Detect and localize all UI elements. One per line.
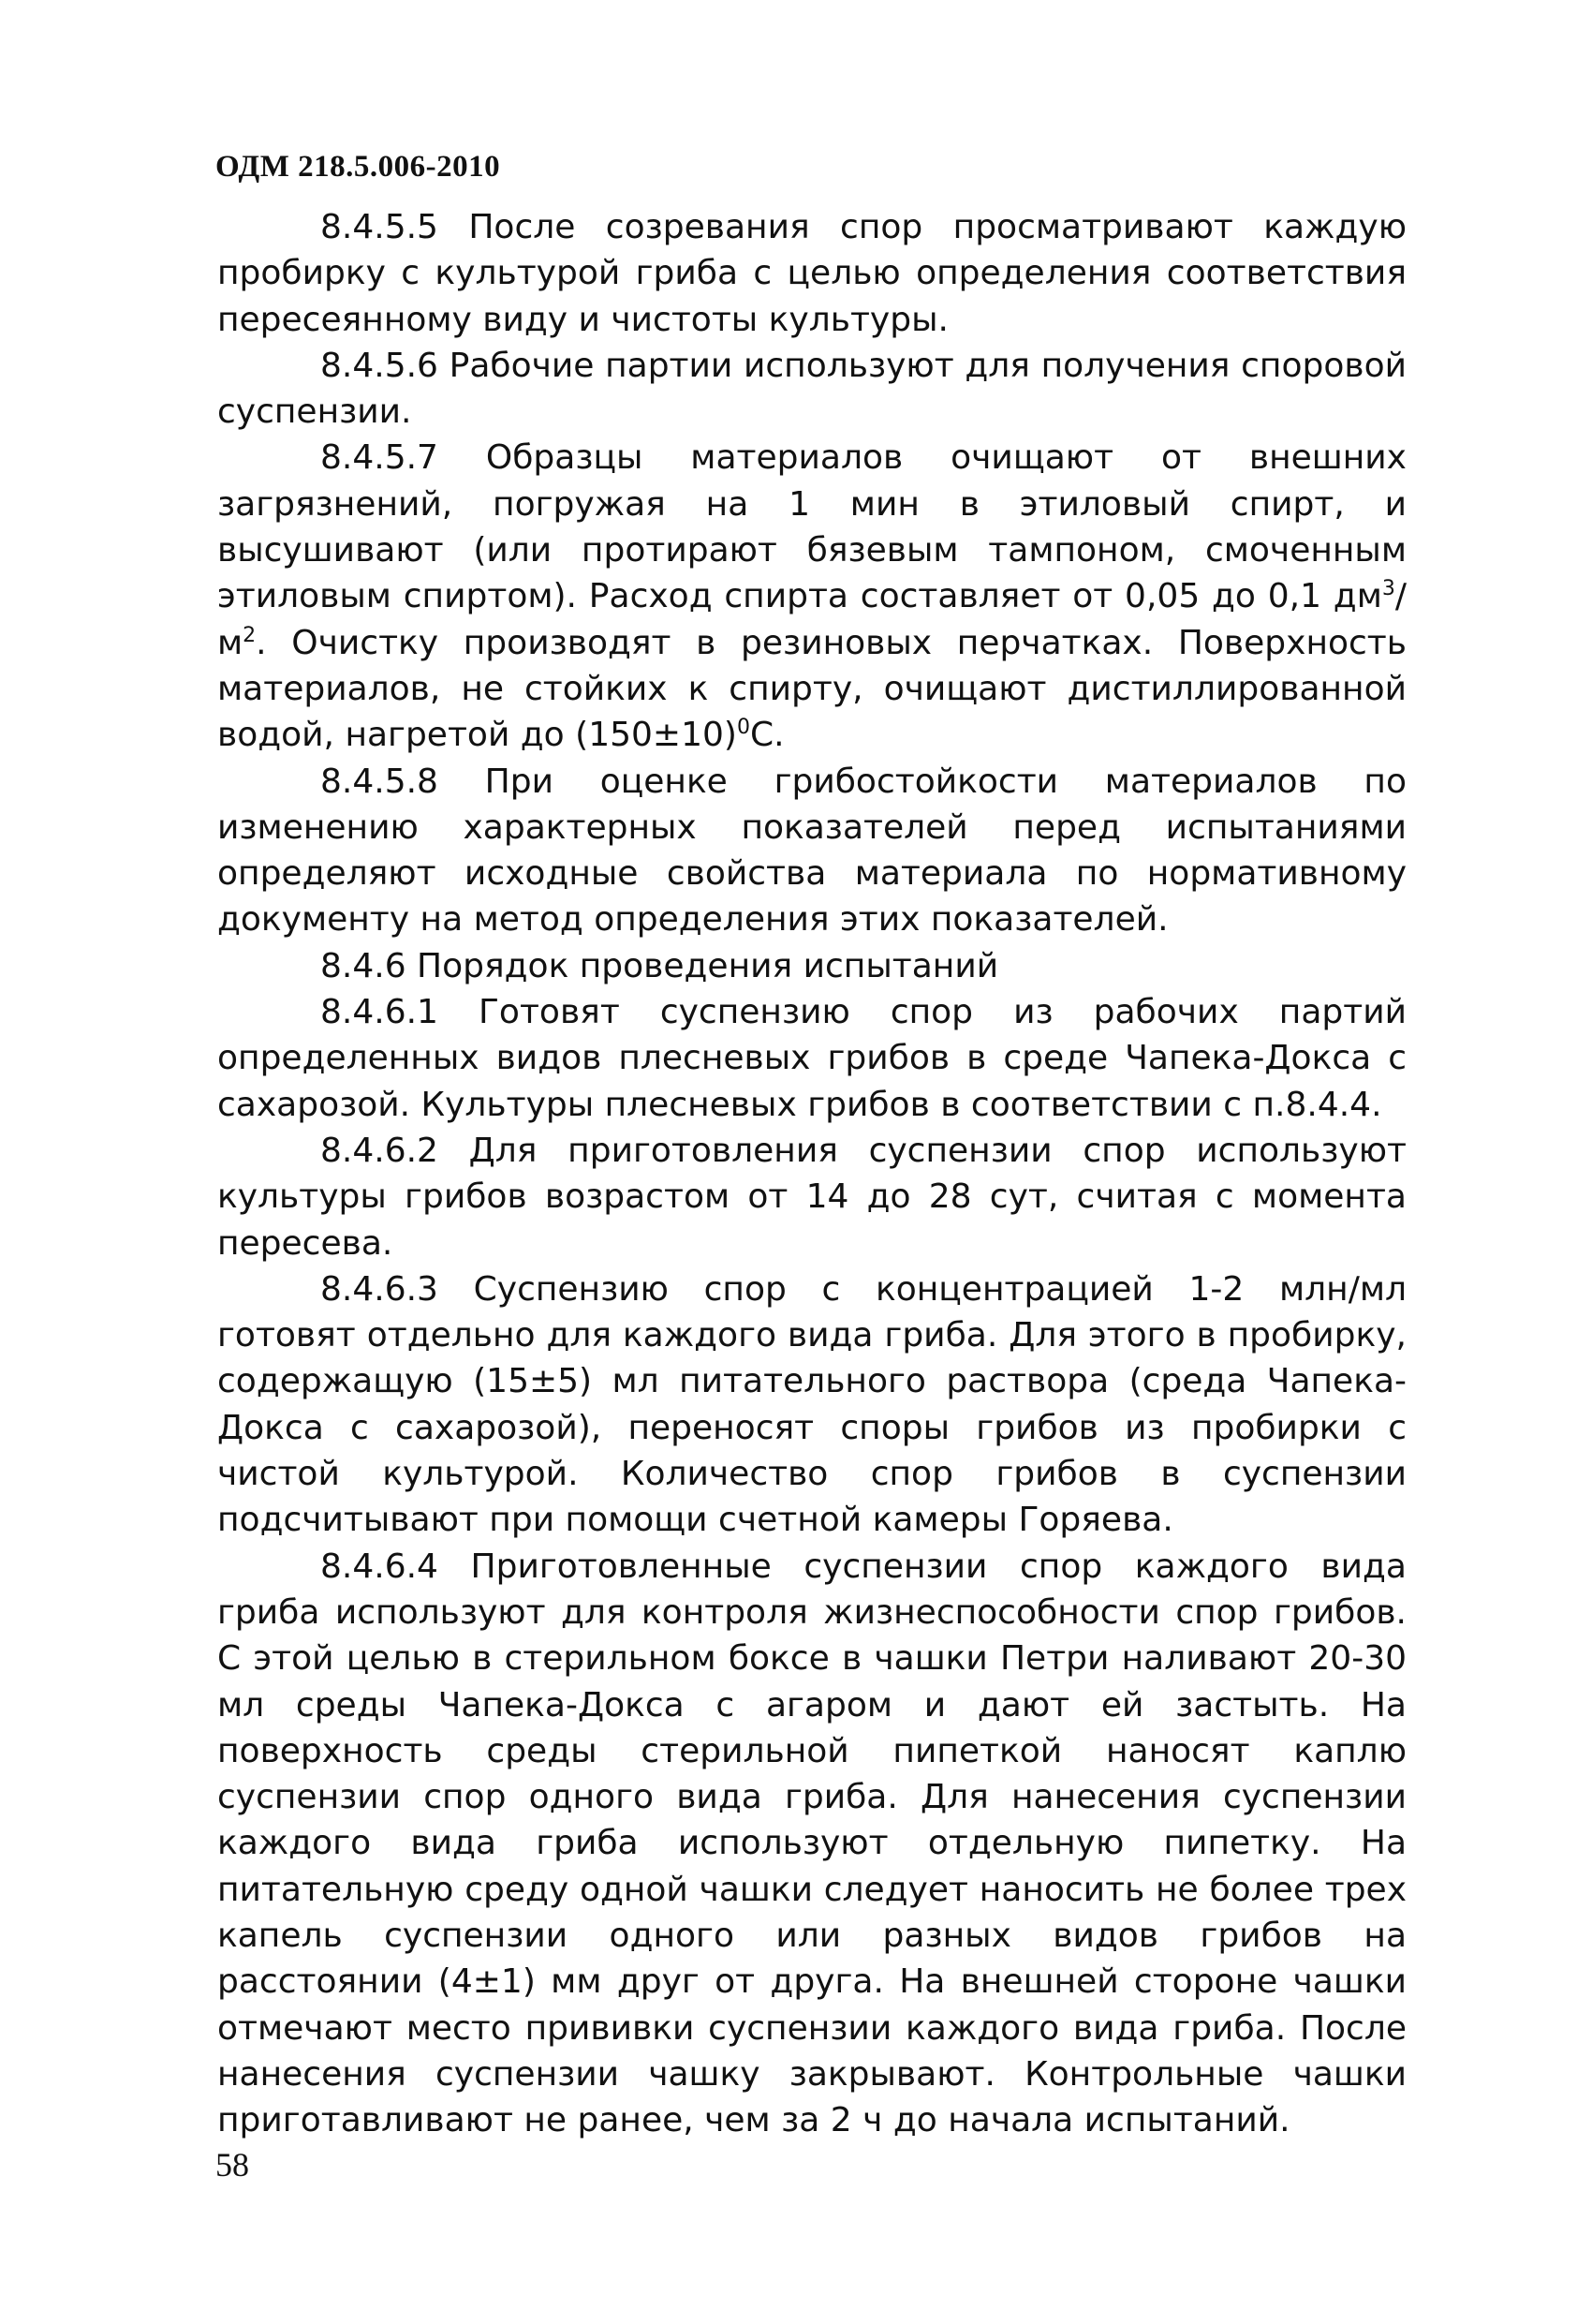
paragraph-8-4-6-1: 8.4.6.1 Готовят суспензию спор из рабочих партий определенных видов плесневых грибов в среде Чапека-Докса с сахарозой. Культуры плесневых грибов в соответствии с п.8.4.4. [217, 993, 1407, 1124]
paragraph-8-4-5-5: 8.4.5.5 После созревания спор просматривают каждую пробирку с культурой гриба с целью определения соответствия пересеянному виду и чистоты культуры. [217, 208, 1407, 339]
paragraph-8-4-6-2: 8.4.6.2 Для приготовления суспензии спор используют культуры грибов возрастом от 14 до 28 сут, считая с момента пересева. [217, 1131, 1407, 1263]
superscript-degree: 0 [736, 716, 750, 740]
section-heading-8-4-6: 8.4.6 Порядок проведения испытаний [320, 946, 999, 985]
document-code-header: ОДМ 218.5.006-2010 [215, 150, 501, 184]
paragraph-8-4-5-7 [217, 435, 1407, 758]
paragraph-8-4-6-3: 8.4.6.3 Суспензию спор с концентрацией 1-2 млн/мл готовят отдельно для каждого вида гриба. Для этого в пробирку, содержащую (15±5) мл питательного раствора (среда Чапека-Докса с сахарозой), переносят споры грибов из пробирки с чистой культурой. Количество спор грибов в суспензии подсчитывают при помощи счетной камеры Горяева. [217, 1269, 1407, 1540]
paragraph-8-4-5-6: 8.4.5.6 Рабочие партии используют для получения споровой суспензии. [217, 346, 1407, 432]
paragraph-8-4-5-7-part-d: С. [749, 716, 785, 755]
paragraph-8-4-5-7-part-b: /м [217, 577, 1407, 662]
page-number: 58 [215, 2146, 249, 2183]
superscript-cubic: 3 [1381, 577, 1395, 601]
paragraph-8-4-5-8: 8.4.5.8 При оценке грибостойкости материалов по изменению характерных показателей перед испытаниями определяют исходные свойства материала по нормативному документу на метод определения этих показателей. [217, 762, 1407, 940]
superscript-square: 2 [243, 623, 257, 647]
paragraph-8-4-5-7-part-c: . Очистку производят в резиновых перчатках. Поверхность материалов, не стойких к спирту, очищают дистиллированной водой, нагретой до (150±10) [217, 623, 1407, 755]
document-body [217, 204, 1407, 2143]
paragraph-8-4-5-7-part-a: 8.4.5.7 Образцы материалов очищают от внешних загрязнений, погружая на 1 мин в этиловый спирт, и высушивают (или протирают бязевым тампоном, смоченным этиловым спиртом). Расход спирта составляет от 0,05 до 0,1 дм [217, 438, 1407, 616]
paragraph-8-4-6-4: 8.4.6.4 Приготовленные суспензии спор каждого вида гриба используют для контроля жизнеспособности спор грибов. С этой целью в стерильном боксе в чашки Петри наливают 20-30 мл среды Чапека-Докса с агаром и дают ей застыть. На поверхность среды стерильной пипеткой наносят каплю суспензии спор одного вида гриба. Для нанесения суспензии каждого вида гриба используют отдельную пипетку. На питательную среду одной чашки следует наносить не более трех капель суспензии одного или разных видов грибов на расстоянии (4±1) мм друг от друга. На внешней стороне чашки отмечают место прививки суспензии каждого вида гриба. После нанесения суспензии чашку закрывают. Контрольные чашки приготавливают не ранее, чем за 2 ч до начала испытаний. [217, 1547, 1407, 2140]
